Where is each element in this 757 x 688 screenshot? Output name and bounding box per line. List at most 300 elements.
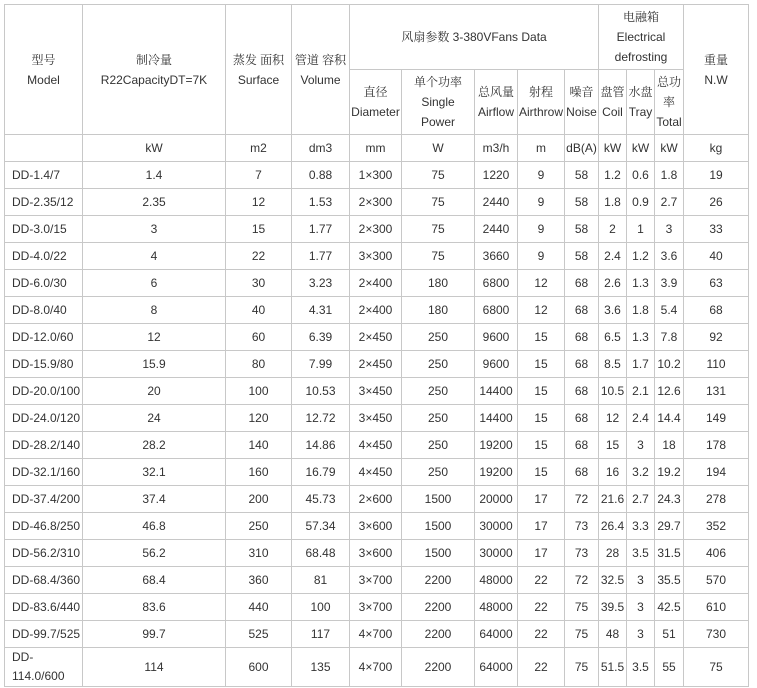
table-row	[5, 216, 749, 243]
model-cell: DD-3.0/15	[5, 216, 83, 243]
value-cell: 15	[518, 378, 565, 405]
value-cell: 60	[226, 324, 292, 351]
value-cell: 64000	[475, 621, 518, 648]
header-airflow-cn: 总风量	[477, 85, 514, 99]
model-cell: DD-15.9/80	[5, 351, 83, 378]
header-total-cn: 总功率	[657, 75, 682, 109]
value-cell: 250	[402, 459, 475, 486]
value-cell: 40	[226, 297, 292, 324]
value-cell: 21.6	[599, 486, 627, 513]
value-cell: 1.8	[627, 297, 655, 324]
value-cell: 20000	[475, 486, 518, 513]
value-cell: 1.3	[627, 324, 655, 351]
value-cell: 16	[599, 459, 627, 486]
value-cell: 310	[226, 540, 292, 567]
value-cell: 58	[565, 162, 599, 189]
value-cell: 1500	[402, 486, 475, 513]
value-cell: 30000	[475, 540, 518, 567]
header-model-cn: 型号	[31, 52, 56, 67]
value-cell: 6800	[475, 270, 518, 297]
header-power-cn: 单个功率	[413, 75, 462, 89]
value-cell: 19	[684, 162, 749, 189]
header-volume	[292, 5, 350, 135]
value-cell: 48	[599, 621, 627, 648]
value-cell: 29.7	[655, 513, 684, 540]
value-cell: 73	[565, 540, 599, 567]
value-cell: 3×450	[350, 378, 402, 405]
value-cell: 6	[83, 270, 226, 297]
table-row	[5, 513, 749, 540]
value-cell: 46.8	[83, 513, 226, 540]
value-cell: 135	[292, 648, 350, 687]
header-total	[655, 70, 684, 135]
value-cell: 75	[402, 216, 475, 243]
value-cell: 68	[684, 297, 749, 324]
value-cell: 2.4	[599, 243, 627, 270]
value-cell: 9600	[475, 351, 518, 378]
value-cell: 3×600	[350, 540, 402, 567]
value-cell: 75	[565, 648, 599, 687]
value-cell: 352	[684, 513, 749, 540]
unit-cell: m	[518, 135, 565, 162]
value-cell: 15	[518, 351, 565, 378]
value-cell: 2.7	[655, 189, 684, 216]
value-cell: 2	[599, 216, 627, 243]
value-cell: 68	[565, 378, 599, 405]
header-defrost-en: Electrical defrosting	[614, 30, 668, 64]
header-throw-en: Airthrow	[519, 105, 564, 119]
value-cell: 14400	[475, 378, 518, 405]
value-cell: 81	[292, 567, 350, 594]
header-capacity-en: R22CapacityDT=7K	[100, 72, 208, 87]
value-cell: 4	[83, 243, 226, 270]
value-cell: 1.53	[292, 189, 350, 216]
value-cell: 3.5	[627, 648, 655, 687]
model-cell: DD-12.0/60	[5, 324, 83, 351]
model-cell: DD-46.8/250	[5, 513, 83, 540]
table-row	[5, 540, 749, 567]
value-cell: 10.2	[655, 351, 684, 378]
value-cell: 4×450	[350, 432, 402, 459]
model-cell: DD-2.35/12	[5, 189, 83, 216]
value-cell: 63	[684, 270, 749, 297]
value-cell: 3	[655, 216, 684, 243]
value-cell: 2×600	[350, 486, 402, 513]
header-fans-group: 风扇参数 3-380VFans Data	[350, 5, 599, 70]
header-power-en: Single Power	[420, 95, 455, 129]
value-cell: 19200	[475, 459, 518, 486]
value-cell: 35.5	[655, 567, 684, 594]
unit-cell: m3/h	[475, 135, 518, 162]
value-cell: 0.88	[292, 162, 350, 189]
model-cell: DD-32.1/160	[5, 459, 83, 486]
value-cell: 1×300	[350, 162, 402, 189]
value-cell: 1.8	[655, 162, 684, 189]
value-cell: 440	[226, 594, 292, 621]
value-cell: 80	[226, 351, 292, 378]
value-cell: 180	[402, 270, 475, 297]
value-cell: 9	[518, 243, 565, 270]
value-cell: 19200	[475, 432, 518, 459]
value-cell: 2200	[402, 594, 475, 621]
value-cell: 58	[565, 243, 599, 270]
table-row	[5, 405, 749, 432]
value-cell: 75	[684, 648, 749, 687]
unit-cell: m2	[226, 135, 292, 162]
value-cell: 68.4	[83, 567, 226, 594]
value-cell: 32.5	[599, 567, 627, 594]
value-cell: 12.72	[292, 405, 350, 432]
header-noise-en: Noise	[566, 105, 597, 119]
value-cell: 26	[684, 189, 749, 216]
value-cell: 140	[226, 432, 292, 459]
value-cell: 1.77	[292, 216, 350, 243]
model-cell: DD-68.4/360	[5, 567, 83, 594]
value-cell: 2200	[402, 567, 475, 594]
value-cell: 42.5	[655, 594, 684, 621]
value-cell: 110	[684, 351, 749, 378]
value-cell: 92	[684, 324, 749, 351]
value-cell: 2440	[475, 189, 518, 216]
value-cell: 2×450	[350, 324, 402, 351]
value-cell: 0.6	[627, 162, 655, 189]
value-cell: 3.6	[655, 243, 684, 270]
value-cell: 32.1	[83, 459, 226, 486]
value-cell: 570	[684, 567, 749, 594]
value-cell: 75	[402, 189, 475, 216]
value-cell: 16.79	[292, 459, 350, 486]
value-cell: 3.5	[627, 540, 655, 567]
value-cell: 75	[402, 162, 475, 189]
unit-cell: kg	[684, 135, 749, 162]
value-cell: 7.8	[655, 324, 684, 351]
header-model	[5, 5, 83, 135]
value-cell: 68	[565, 432, 599, 459]
model-cell: DD-56.2/310	[5, 540, 83, 567]
value-cell: 149	[684, 405, 749, 432]
value-cell: 15	[226, 216, 292, 243]
header-capacity	[83, 5, 226, 135]
header-coil-en: Coil	[602, 105, 623, 119]
value-cell: 160	[226, 459, 292, 486]
model-cell: DD-99.7/525	[5, 621, 83, 648]
value-cell: 2.4	[627, 405, 655, 432]
model-cell: DD-114.0/600	[5, 648, 83, 687]
value-cell: 525	[226, 621, 292, 648]
value-cell: 37.4	[83, 486, 226, 513]
value-cell: 2×300	[350, 216, 402, 243]
value-cell: 2.7	[627, 486, 655, 513]
value-cell: 1.3	[627, 270, 655, 297]
value-cell: 75	[402, 243, 475, 270]
value-cell: 250	[402, 378, 475, 405]
table-row	[5, 297, 749, 324]
value-cell: 40	[684, 243, 749, 270]
table-row	[5, 567, 749, 594]
value-cell: 250	[402, 324, 475, 351]
value-cell: 0.9	[627, 189, 655, 216]
value-cell: 1.77	[292, 243, 350, 270]
value-cell: 1500	[402, 513, 475, 540]
unit-cell: dm3	[292, 135, 350, 162]
value-cell: 15	[599, 432, 627, 459]
header-total-en: Total	[656, 115, 682, 129]
table-row	[5, 594, 749, 621]
header-capacity-cn: 制冷量	[135, 52, 172, 67]
value-cell: 194	[684, 459, 749, 486]
value-cell: 72	[565, 567, 599, 594]
header-throw	[518, 70, 565, 135]
table-row	[5, 432, 749, 459]
header-weight-cn: 重量	[704, 52, 729, 67]
table-row	[5, 270, 749, 297]
header-power	[402, 70, 475, 135]
value-cell: 406	[684, 540, 749, 567]
model-cell: DD-28.2/140	[5, 432, 83, 459]
model-cell: DD-4.0/22	[5, 243, 83, 270]
value-cell: 68.48	[292, 540, 350, 567]
header-diameter-cn: 直径	[363, 85, 388, 99]
value-cell: 3	[627, 432, 655, 459]
value-cell: 12	[83, 324, 226, 351]
table-row	[5, 351, 749, 378]
header-diameter	[350, 70, 402, 135]
value-cell: 2×300	[350, 189, 402, 216]
unit-cell: kW	[599, 135, 627, 162]
value-cell: 15	[518, 459, 565, 486]
header-airflow-en: Airflow	[477, 105, 514, 119]
value-cell: 5.4	[655, 297, 684, 324]
value-cell: 3×300	[350, 243, 402, 270]
value-cell: 2×450	[350, 351, 402, 378]
value-cell: 3×450	[350, 405, 402, 432]
value-cell: 730	[684, 621, 749, 648]
value-cell: 1.4	[83, 162, 226, 189]
value-cell: 22	[226, 243, 292, 270]
header-noise-cn: 噪音	[569, 85, 594, 99]
spec-table-container	[4, 4, 749, 687]
value-cell: 250	[402, 432, 475, 459]
value-cell: 9	[518, 162, 565, 189]
value-cell: 12.6	[655, 378, 684, 405]
value-cell: 200	[226, 486, 292, 513]
value-cell: 30	[226, 270, 292, 297]
value-cell: 15	[518, 432, 565, 459]
value-cell: 3×700	[350, 594, 402, 621]
value-cell: 20	[83, 378, 226, 405]
value-cell: 68	[565, 270, 599, 297]
value-cell: 131	[684, 378, 749, 405]
value-cell: 48000	[475, 594, 518, 621]
value-cell: 2.6	[599, 270, 627, 297]
unit-cell: kW	[655, 135, 684, 162]
value-cell: 19.2	[655, 459, 684, 486]
value-cell: 14400	[475, 405, 518, 432]
value-cell: 28	[599, 540, 627, 567]
unit-cell: W	[402, 135, 475, 162]
unit-cell: dB(A)	[565, 135, 599, 162]
value-cell: 250	[226, 513, 292, 540]
model-cell: DD-37.4/200	[5, 486, 83, 513]
value-cell: 83.6	[83, 594, 226, 621]
value-cell: 39.5	[599, 594, 627, 621]
value-cell: 31.5	[655, 540, 684, 567]
value-cell: 22	[518, 648, 565, 687]
value-cell: 2×400	[350, 297, 402, 324]
value-cell: 9600	[475, 324, 518, 351]
value-cell: 14.4	[655, 405, 684, 432]
value-cell: 45.73	[292, 486, 350, 513]
value-cell: 2200	[402, 621, 475, 648]
value-cell: 58	[565, 216, 599, 243]
value-cell: 1500	[402, 540, 475, 567]
value-cell: 68	[565, 324, 599, 351]
value-cell: 15	[518, 324, 565, 351]
value-cell: 33	[684, 216, 749, 243]
header-volume-cn: 管道 容积	[294, 52, 347, 67]
units-row	[5, 135, 749, 162]
value-cell: 68	[565, 405, 599, 432]
model-cell: DD-24.0/120	[5, 405, 83, 432]
value-cell: 4×700	[350, 648, 402, 687]
value-cell: 2440	[475, 216, 518, 243]
value-cell: 4×450	[350, 459, 402, 486]
unit-cell: mm	[350, 135, 402, 162]
value-cell: 24	[83, 405, 226, 432]
header-model-en: Model	[27, 72, 60, 87]
value-cell: 64000	[475, 648, 518, 687]
value-cell: 250	[402, 351, 475, 378]
value-cell: 117	[292, 621, 350, 648]
value-cell: 600	[226, 648, 292, 687]
table-row	[5, 324, 749, 351]
header-diameter-en: Diameter	[351, 105, 400, 119]
header-tray	[627, 70, 655, 135]
unit-cell: kW	[83, 135, 226, 162]
header-defrost-cn: 电融箱	[623, 10, 660, 24]
model-cell: DD-6.0/30	[5, 270, 83, 297]
value-cell: 100	[292, 594, 350, 621]
value-cell: 22	[518, 621, 565, 648]
value-cell: 17	[518, 540, 565, 567]
value-cell: 3.3	[627, 513, 655, 540]
header-coil	[599, 70, 627, 135]
value-cell: 99.7	[83, 621, 226, 648]
value-cell: 114	[83, 648, 226, 687]
table-row	[5, 243, 749, 270]
value-cell: 8.5	[599, 351, 627, 378]
value-cell: 75	[565, 621, 599, 648]
value-cell: 3	[627, 594, 655, 621]
table-row	[5, 378, 749, 405]
value-cell: 68	[565, 459, 599, 486]
value-cell: 3660	[475, 243, 518, 270]
table-row	[5, 189, 749, 216]
header-volume-en: Volume	[300, 72, 341, 87]
value-cell: 30000	[475, 513, 518, 540]
value-cell: 68	[565, 297, 599, 324]
table-row	[5, 162, 749, 189]
header-tray-en: Tray	[628, 105, 653, 119]
table-row	[5, 648, 749, 687]
value-cell: 3.23	[292, 270, 350, 297]
value-cell: 9	[518, 216, 565, 243]
value-cell: 18	[655, 432, 684, 459]
header-row	[5, 5, 749, 70]
value-cell: 4×700	[350, 621, 402, 648]
header-noise	[565, 70, 599, 135]
table-row	[5, 486, 749, 513]
value-cell: 360	[226, 567, 292, 594]
value-cell: 3×700	[350, 567, 402, 594]
header-throw-cn: 射程	[529, 85, 554, 99]
value-cell: 22	[518, 594, 565, 621]
value-cell: 22	[518, 567, 565, 594]
value-cell: 250	[402, 405, 475, 432]
value-cell: 75	[565, 594, 599, 621]
value-cell: 3×600	[350, 513, 402, 540]
value-cell: 58	[565, 189, 599, 216]
header-weight	[684, 5, 749, 135]
value-cell: 1	[627, 216, 655, 243]
value-cell: 6.5	[599, 324, 627, 351]
value-cell: 51	[655, 621, 684, 648]
value-cell: 2200	[402, 648, 475, 687]
value-cell: 6.39	[292, 324, 350, 351]
value-cell: 3.9	[655, 270, 684, 297]
value-cell: 14.86	[292, 432, 350, 459]
header-surface-en: Surface	[237, 72, 280, 87]
value-cell: 180	[402, 297, 475, 324]
value-cell: 1.2	[599, 162, 627, 189]
value-cell: 72	[565, 486, 599, 513]
spec-table	[4, 4, 749, 687]
table-body	[5, 162, 749, 687]
value-cell: 3	[83, 216, 226, 243]
header-coil-cn: 盘管	[600, 85, 625, 99]
value-cell: 610	[684, 594, 749, 621]
value-cell: 3	[627, 621, 655, 648]
header-tray-cn: 水盘	[628, 85, 653, 99]
value-cell: 68	[565, 351, 599, 378]
value-cell: 26.4	[599, 513, 627, 540]
header-airflow	[475, 70, 518, 135]
value-cell: 3	[627, 567, 655, 594]
value-cell: 278	[684, 486, 749, 513]
value-cell: 1.7	[627, 351, 655, 378]
value-cell: 17	[518, 513, 565, 540]
value-cell: 7.99	[292, 351, 350, 378]
model-cell: DD-83.6/440	[5, 594, 83, 621]
value-cell: 4.31	[292, 297, 350, 324]
model-cell: DD-20.0/100	[5, 378, 83, 405]
value-cell: 8	[83, 297, 226, 324]
value-cell: 15.9	[83, 351, 226, 378]
header-surface	[226, 5, 292, 135]
value-cell: 2.35	[83, 189, 226, 216]
value-cell: 10.53	[292, 378, 350, 405]
value-cell: 6800	[475, 297, 518, 324]
value-cell: 17	[518, 486, 565, 513]
value-cell: 57.34	[292, 513, 350, 540]
value-cell: 24.3	[655, 486, 684, 513]
value-cell: 73	[565, 513, 599, 540]
value-cell: 12	[518, 270, 565, 297]
value-cell: 3.2	[627, 459, 655, 486]
value-cell: 12	[226, 189, 292, 216]
model-cell: DD-1.4/7	[5, 162, 83, 189]
value-cell: 2×400	[350, 270, 402, 297]
